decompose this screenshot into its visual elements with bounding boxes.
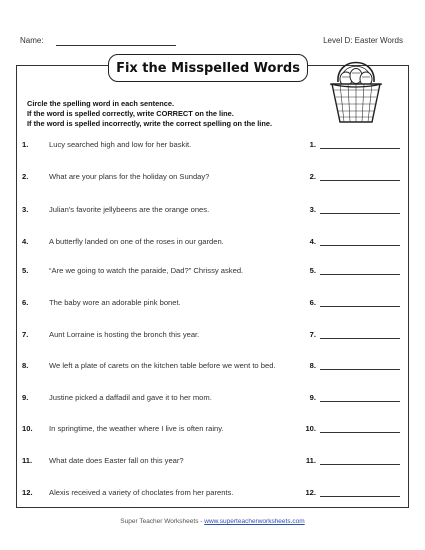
question-number: 7. <box>22 330 29 339</box>
answer-number: 2. <box>309 172 316 181</box>
page-title: Fix the Misspelled Words <box>108 54 308 82</box>
answer-number: 4. <box>309 237 316 246</box>
name-blank-line[interactable] <box>56 45 176 46</box>
answer-number: 12. <box>305 488 316 497</box>
answer-line[interactable] <box>320 432 400 433</box>
instructions <box>27 99 272 129</box>
question-text: A butterfly landed on one of the roses in our garden. <box>49 237 224 246</box>
answer-line[interactable] <box>320 401 400 402</box>
name-label: Name: <box>20 36 44 45</box>
question-number: 10. <box>22 424 33 433</box>
answer-line[interactable] <box>320 369 400 370</box>
question-text: In springtime, the weather where I live is often rainy. <box>49 424 224 433</box>
level-label: Level D: Easter Words <box>323 36 403 45</box>
worksheet-header <box>20 36 403 50</box>
answer-line[interactable] <box>320 464 400 465</box>
question-number: 1. <box>22 140 29 149</box>
question-number: 12. <box>22 488 33 497</box>
answer-number: 3. <box>309 205 316 214</box>
answer-line[interactable] <box>320 306 400 307</box>
answer-number: 9. <box>309 393 316 402</box>
answer-line[interactable] <box>320 496 400 497</box>
question-number: 4. <box>22 237 29 246</box>
question-number: 9. <box>22 393 29 402</box>
question-text: Justine picked a daffadil and gave it to her mom. <box>49 393 212 402</box>
question-text: Aunt Lorraine is hosting the bronch this year. <box>49 330 200 339</box>
answer-line[interactable] <box>320 245 400 246</box>
answer-line[interactable] <box>320 274 400 275</box>
answer-line[interactable] <box>320 213 400 214</box>
question-text: What date does Easter fall on this year? <box>49 456 184 465</box>
question-number: 5. <box>22 266 29 275</box>
answer-number: 6. <box>309 298 316 307</box>
instruction-line: If the word is spelled correctly, write CORRECT on the line. <box>27 109 234 118</box>
answer-number: 8. <box>309 361 316 370</box>
easter-basket-icon <box>326 52 386 128</box>
question-text: Lucy searched high and low for her baskit. <box>49 140 192 149</box>
question-number: 3. <box>22 205 29 214</box>
answer-number: 10. <box>305 424 316 433</box>
answer-number: 11. <box>305 456 316 465</box>
question-number: 2. <box>22 172 29 181</box>
question-text: What are your plans for the holiday on Sunday? <box>49 172 210 181</box>
question-number: 11. <box>22 456 33 465</box>
footer-credit: Super Teacher Worksheets - <box>120 518 205 525</box>
answer-line[interactable] <box>320 180 400 181</box>
answer-line[interactable] <box>320 148 400 149</box>
question-text: The baby wore an adorable pink bonet. <box>49 298 181 307</box>
question-text: We left a plate of carets on the kitchen table before we went to bed. <box>49 361 276 370</box>
page-footer <box>0 518 425 525</box>
question-text: Julian's favorite jellybeens are the orange ones. <box>49 205 210 214</box>
footer-website-link[interactable]: www.superteacherworksheets.com <box>204 518 305 525</box>
question-number: 8. <box>22 361 29 370</box>
question-number: 6. <box>22 298 29 307</box>
answer-number: 1. <box>309 140 316 149</box>
answer-number: 5. <box>309 266 316 275</box>
question-text: Alexis received a variety of choclates from her parents. <box>49 488 234 497</box>
answer-line[interactable] <box>320 338 400 339</box>
question-text: “Are we going to watch the paraide, Dad?” Chrissy asked. <box>49 266 244 275</box>
answer-number: 7. <box>309 330 316 339</box>
instruction-line: If the word is spelled incorrectly, write the correct spelling on the line. <box>27 119 273 128</box>
instruction-line: Circle the spelling word in each sentence. <box>27 99 175 108</box>
worksheet-frame <box>16 65 409 508</box>
